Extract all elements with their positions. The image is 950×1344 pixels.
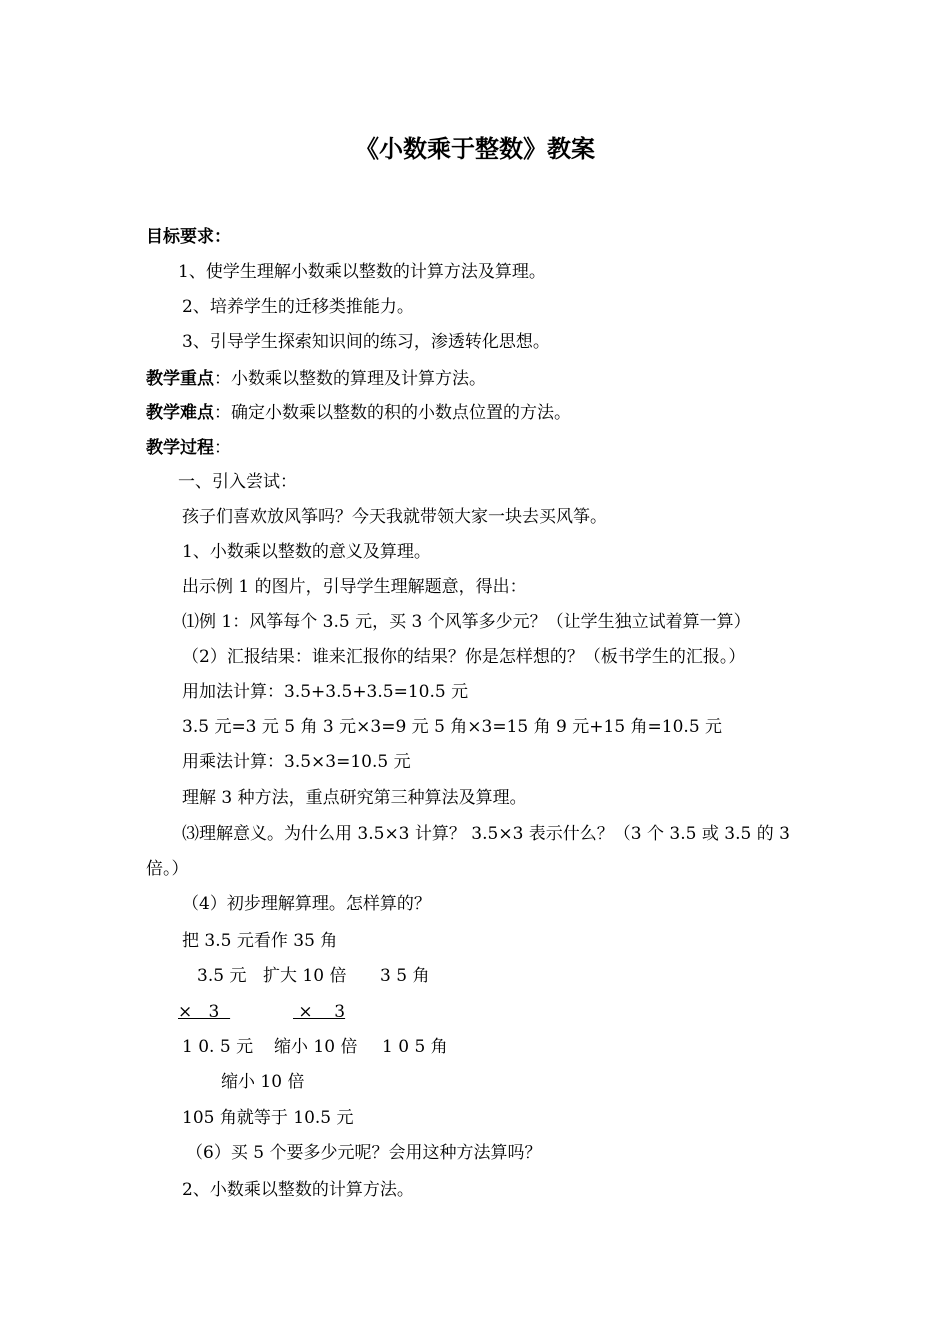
- calc-row1-left: 3.5 元: [197, 966, 247, 986]
- text-line: 用加法计算：3.5+3.5+3.5=10.5 元: [182, 682, 469, 702]
- calc-row1-right: 3 5 角: [380, 966, 430, 986]
- process-colon: ：: [214, 438, 231, 458]
- process-label: 教学过程: [146, 438, 214, 458]
- text-line: ⑶理解意义。为什么用 3.5×3 计算？ 3.5×3 表示什么？（3 个 3.5 或 3.5 的 3: [182, 824, 790, 844]
- text-line: 2、小数乘以整数的计算方法。: [182, 1180, 414, 1200]
- key-point-line: [146, 368, 486, 390]
- text-line: 一、引入尝试：: [178, 472, 297, 492]
- goal-item-3: 3、引导学生探索知识间的练习，渗透转化思想。: [182, 332, 550, 352]
- text-line: （4）初步理解算理。怎样算的？: [182, 894, 431, 914]
- text-line: 3.5 元=3 元 5 角 3 元×3=9 元 5 角×3=15 角 9 元+15 角=10.5 元: [182, 717, 723, 737]
- text-line: ⑴例 1：风筝每个 3.5 元，买 3 个风筝多少元？（让学生独立试着算一算）: [182, 612, 751, 632]
- calc-row4: 缩小 10 倍: [221, 1072, 305, 1092]
- difficulty-text: ：确定小数乘以整数的积的小数点位置的方法。: [214, 403, 571, 423]
- document-title: 《小数乘于整数》教案: [355, 134, 595, 163]
- text-line: 用乘法计算：3.5×3=10.5 元: [182, 752, 411, 772]
- calc-row2-left: × 3: [178, 1002, 231, 1022]
- text-line: 出示例 1 的图片，引导学生理解题意，得出：: [182, 577, 527, 597]
- key-point-text: ：小数乘以整数的算理及计算方法。: [214, 369, 486, 389]
- difficulty-line: [146, 402, 571, 424]
- text-line: 理解 3 种方法，重点研究第三种算法及算理。: [182, 788, 527, 808]
- calc-row2-right: × 3: [293, 1002, 346, 1022]
- text-line: （6）买 5 个要多少元呢？会用这种方法算吗？: [186, 1143, 542, 1163]
- text-line: 倍。）: [146, 859, 189, 879]
- calc-row1-mid: 扩大 10 倍: [263, 966, 347, 986]
- calc-row3-right: 1 0 5 角: [382, 1037, 448, 1057]
- text-line: （2）汇报结果：谁来汇报你的结果？你是怎样想的？（板书学生的汇报。）: [182, 647, 746, 667]
- text-line: 孩子们喜欢放风筝吗？今天我就带领大家一块去买风筝。: [182, 507, 607, 527]
- text-line: 105 角就等于 10.5 元: [182, 1108, 354, 1128]
- calc-row3-mid: 缩小 10 倍: [274, 1037, 358, 1057]
- goal-item-1: 1、使学生理解小数乘以整数的计算方法及算理。: [178, 262, 546, 282]
- difficulty-label: 教学难点: [146, 403, 214, 423]
- key-point-label: 教学重点: [146, 369, 214, 389]
- calc-row3-left: 1 0. 5 元: [182, 1037, 254, 1057]
- goals-heading: 目标要求：: [146, 227, 231, 247]
- text-line: 1、小数乘以整数的意义及算理。: [182, 542, 431, 562]
- text-line: 把 3.5 元看作 35 角: [182, 931, 338, 951]
- process-line: [146, 437, 231, 459]
- goal-item-2: 2、培养学生的迁移类推能力。: [182, 297, 414, 317]
